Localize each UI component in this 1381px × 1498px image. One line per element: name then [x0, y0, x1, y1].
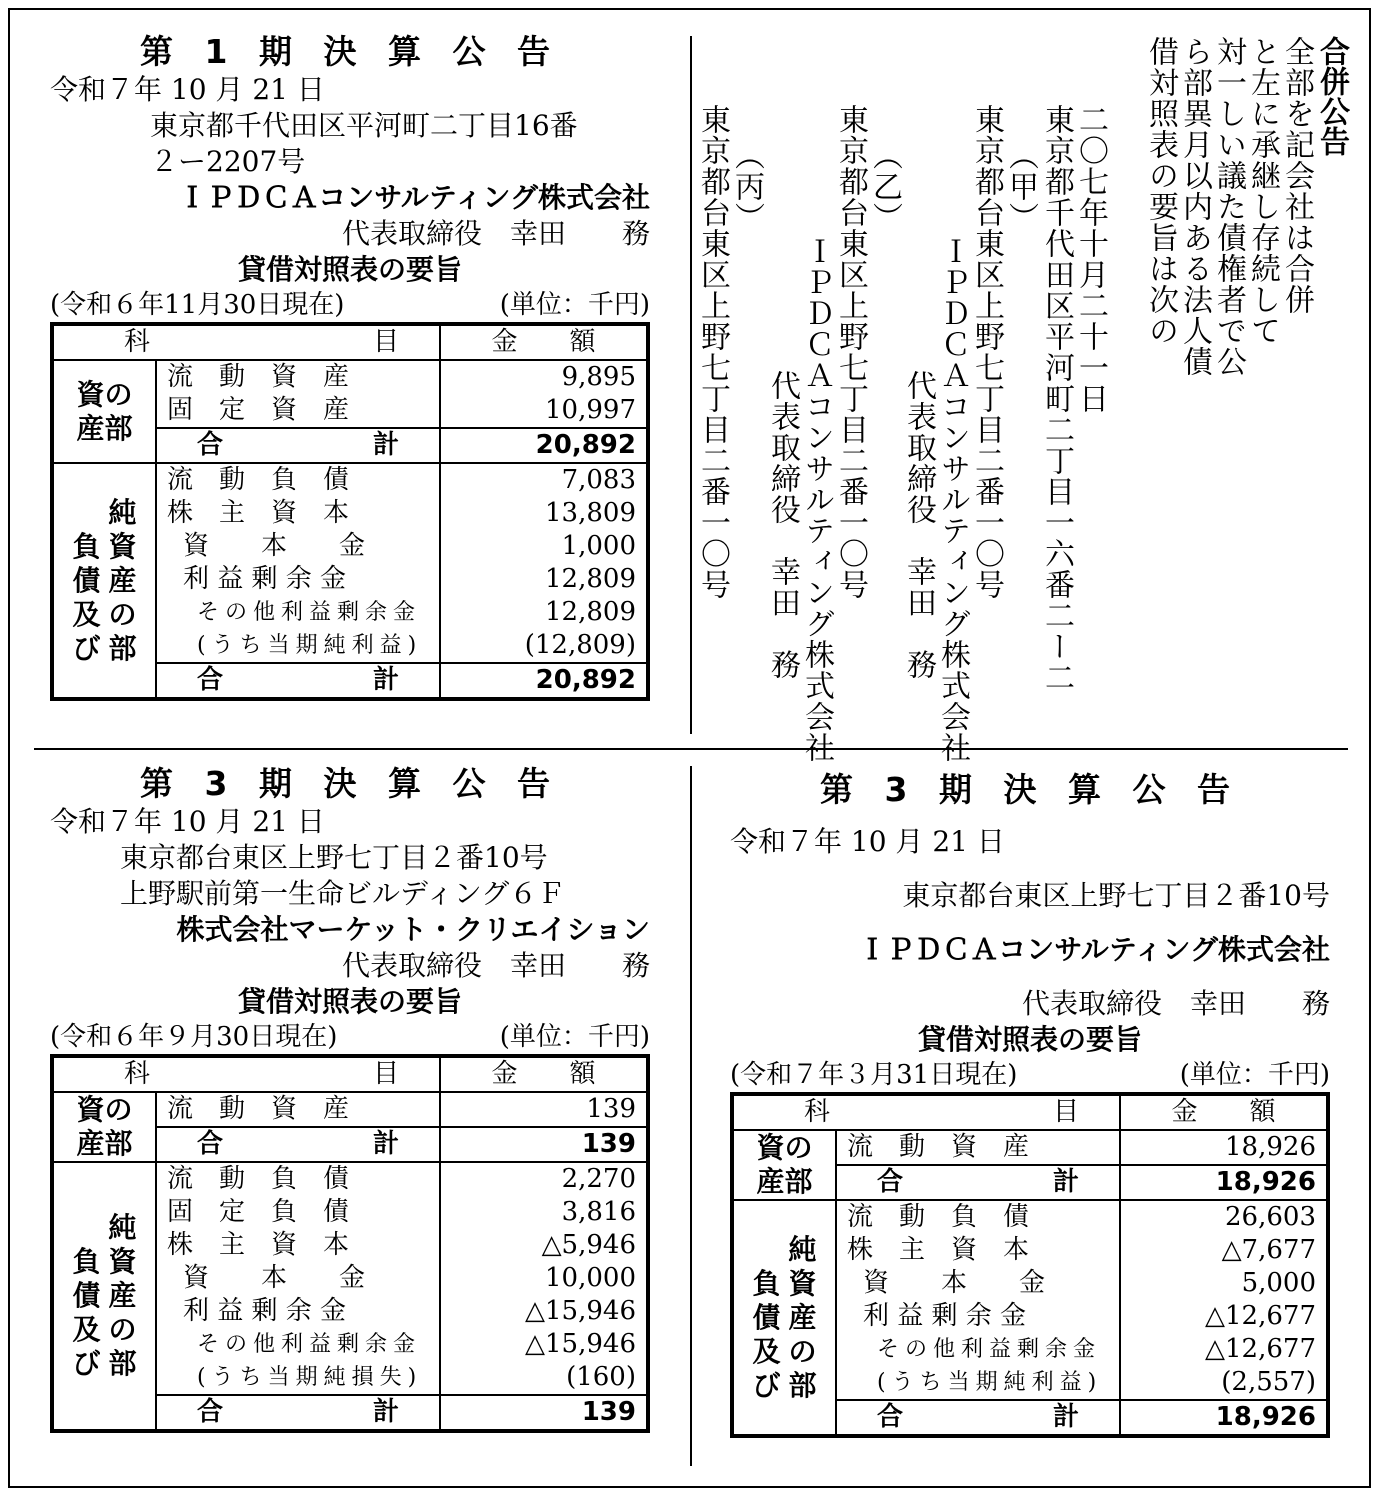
header-amount: 金 額 [440, 324, 648, 360]
company-name: ＩＰＤＣＡコンサルティング株式会社 [178, 181, 650, 214]
row-amount: 12,809 [440, 596, 648, 629]
company-name: 株式会社マーケット・クリエイション [176, 913, 650, 946]
row-amount: 9,895 [440, 360, 648, 394]
row-amount: △12,677 [1120, 1300, 1328, 1333]
table-row [52, 463, 648, 497]
notice-title: 第 3 期 決 算 公 告 [820, 770, 1240, 809]
company-address-2: 上野駅前第一生命ビルディング６Ｆ [120, 877, 566, 910]
row-amount: 139 [440, 1092, 648, 1127]
merger-column: 東京都台東区上野七丁目二番一〇号 [833, 104, 868, 600]
row-label: 株 主 資 本 [836, 1234, 1120, 1267]
table-row [52, 1092, 648, 1127]
row-label: 流 動 資 産 [836, 1130, 1120, 1165]
row-amount: △5,946 [440, 1229, 648, 1262]
row-amount: △15,946 [440, 1328, 648, 1361]
row-label: 利 益 剰 余 金 [156, 563, 440, 596]
total-label: 合 計 [156, 663, 440, 699]
row-label: 資 本 金 [156, 1262, 440, 1295]
row-amount: 18,926 [1120, 1130, 1328, 1165]
notice-q4 [730, 770, 1330, 1438]
merger-column: 二〇七年十月二十一日 [1073, 104, 1108, 414]
header-item: 科 目 [52, 1056, 440, 1092]
header-amount: 金 額 [1120, 1094, 1328, 1130]
bs-subtitle [50, 288, 650, 322]
row-amount: 5,000 [1120, 1267, 1328, 1300]
row-amount: (2,557) [1120, 1366, 1328, 1400]
merger-column: 借対照表の要旨は次の [1143, 36, 1178, 346]
balance-sheet-table [50, 322, 650, 701]
row-amount: △15,946 [440, 1295, 648, 1328]
merger-column: ら部異月以内ある法人債 [1177, 36, 1212, 377]
as-of-date: (令和７年３月31日現在) [730, 1060, 1018, 1090]
unit-label: (単位：千円) [499, 290, 650, 320]
total-amount: 18,926 [1120, 1165, 1328, 1200]
row-amount: 1,000 [440, 530, 648, 563]
company-address: 東京都台東区上野七丁目２番10号 [902, 879, 1330, 912]
row-label: その他利益剰余金 [156, 1328, 440, 1361]
row-amount: △12,677 [1120, 1333, 1328, 1366]
row-amount: (160) [440, 1361, 648, 1395]
row-label: (うち当期純利益) [836, 1366, 1120, 1400]
row-label: 株 主 資 本 [156, 497, 440, 530]
row-amount: 12,809 [440, 563, 648, 596]
unit-label: (単位：千円) [1179, 1060, 1330, 1090]
row-label: 株 主 資 本 [156, 1229, 440, 1262]
merger-column: （乙） [867, 140, 902, 233]
bs-subtitle [730, 1058, 1330, 1092]
header-amount: 金 額 [440, 1056, 648, 1092]
section-col-right: 純 資 産 の 部 [788, 1232, 817, 1402]
notice-q3 [50, 764, 650, 1433]
liabilities-section-label [52, 463, 156, 699]
merger-column: ＩＰＤＣＡコンサルティング株式会社 [935, 236, 970, 763]
table-row [732, 1200, 1328, 1234]
liabilities-section-label [52, 1162, 156, 1431]
balance-sheet-table [730, 1092, 1330, 1438]
merger-column: 対一しい議た債権者で公 [1211, 36, 1246, 377]
table-row [52, 1162, 648, 1196]
bs-title: 貸借対照表の要旨 [237, 253, 462, 286]
section-col-right: 純 資 産 の 部 [108, 1211, 137, 1380]
row-label: 資 本 金 [836, 1267, 1120, 1300]
section-col-right: 純 資 産 の 部 [108, 495, 137, 665]
assets-section-label: 資の 産部 [52, 360, 156, 463]
company-address: 東京都千代田区平河町二丁目16番 [150, 109, 578, 142]
row-amount: 3,816 [440, 1196, 648, 1229]
merger-column: 代表取締役 幸田 務 [901, 370, 936, 680]
notice-date: 令和７年 10 月 21 日 [50, 73, 325, 106]
row-amount: 26,603 [1120, 1200, 1328, 1234]
table-header-row [732, 1094, 1328, 1130]
total-amount: 18,926 [1120, 1400, 1328, 1436]
vertical-divider-bottom [690, 766, 692, 1466]
row-amount: 10,997 [440, 394, 648, 428]
merger-column: ＩＰＤＣＡコンサルティング株式会社 [799, 236, 834, 763]
row-label: (うち当期純損失) [156, 1361, 440, 1395]
row-label: 固 定 資 産 [156, 394, 440, 428]
vertical-divider-top [690, 36, 692, 734]
section-col-left: 負 債 及 び [72, 529, 101, 665]
total-amount: 20,892 [440, 663, 648, 699]
row-label: 流 動 資 産 [156, 360, 440, 394]
horizontal-divider [34, 748, 1348, 750]
bs-title: 貸借対照表の要旨 [917, 1023, 1142, 1056]
notice-title: 第 3 期 決 算 公 告 [140, 764, 560, 803]
row-label: (うち当期純利益) [156, 629, 440, 663]
table-row [52, 360, 648, 394]
row-label: 流 動 負 債 [156, 463, 440, 497]
row-label: 流 動 負 債 [156, 1162, 440, 1196]
table-header-row [52, 324, 648, 360]
merger-column: 東京都台東区上野七丁目二番一〇号 [695, 104, 730, 600]
company-name: ＩＰＤＣＡコンサルティング株式会社 [858, 933, 1330, 966]
merger-column: （丙） [729, 140, 764, 233]
notice-q1 [50, 32, 650, 701]
row-label: その他利益剰余金 [156, 596, 440, 629]
merger-column: 全部を記会社は合併 [1279, 36, 1314, 315]
total-label: 合 計 [156, 1395, 440, 1431]
row-amount: (12,809) [440, 629, 648, 663]
row-amount: △7,677 [1120, 1234, 1328, 1267]
representative: 代表取締役 幸田 務 [341, 217, 650, 250]
notice-title: 第 1 期 決 算 公 告 [140, 32, 560, 71]
header-item: 科 目 [52, 324, 440, 360]
as-of-date: (令和６年11月30日現在) [50, 290, 345, 320]
row-label: 利 益 剰 余 金 [156, 1295, 440, 1328]
total-amount: 139 [440, 1395, 648, 1431]
assets-section-label: 資の 産部 [732, 1130, 836, 1200]
row-label: 固 定 負 債 [156, 1196, 440, 1229]
representative: 代表取締役 幸田 務 [341, 949, 650, 982]
table-header-row [52, 1056, 648, 1092]
merger-title: 合併公告 [1314, 36, 1349, 156]
merger-column: （甲） [1003, 140, 1038, 233]
representative: 代表取締役 幸田 務 [1021, 987, 1330, 1020]
header-item: 科 目 [732, 1094, 1120, 1130]
total-amount: 20,892 [440, 428, 648, 463]
row-amount: 2,270 [440, 1162, 648, 1196]
total-label: 合 計 [836, 1400, 1120, 1436]
notice-date: 令和７年 10 月 21 日 [730, 825, 1005, 858]
as-of-date: (令和６年９月30日現在) [50, 1022, 338, 1052]
bs-subtitle [50, 1020, 650, 1054]
assets-section-label: 資の 産部 [52, 1092, 156, 1162]
row-label: 流 動 資 産 [156, 1092, 440, 1127]
row-label: 資 本 金 [156, 530, 440, 563]
merger-column: 代表取締役 幸田 務 [765, 370, 800, 680]
row-amount: 7,083 [440, 463, 648, 497]
merger-column: 東京都千代田区平河町二丁目一六番二ー二 [1039, 104, 1074, 693]
row-label: その他利益剰余金 [836, 1333, 1120, 1366]
section-col-left: 負 債 及 び [72, 1245, 101, 1380]
row-amount: 10,000 [440, 1262, 648, 1295]
total-label: 合 計 [156, 1127, 440, 1162]
row-label: 利 益 剰 余 金 [836, 1300, 1120, 1333]
company-address-2: ２ー2207号 [150, 145, 306, 178]
row-label: 流 動 負 債 [836, 1200, 1120, 1234]
section-col-left: 負 債 及 び [752, 1266, 781, 1402]
company-address: 東京都台東区上野七丁目２番10号 [120, 841, 548, 874]
merger-column: 東京都台東区上野七丁目二番一〇号 [969, 104, 1004, 600]
notice-date: 令和７年 10 月 21 日 [50, 805, 325, 838]
balance-sheet-table [50, 1054, 650, 1433]
row-amount: 13,809 [440, 497, 648, 530]
merger-column: と左に承継し存続して [1245, 36, 1280, 346]
unit-label: (単位：千円) [499, 1022, 650, 1052]
total-label: 合 計 [156, 428, 440, 463]
bs-title: 貸借対照表の要旨 [237, 985, 462, 1018]
total-label: 合 計 [836, 1165, 1120, 1200]
total-amount: 139 [440, 1127, 648, 1162]
table-row [732, 1130, 1328, 1165]
liabilities-section-label [732, 1200, 836, 1436]
